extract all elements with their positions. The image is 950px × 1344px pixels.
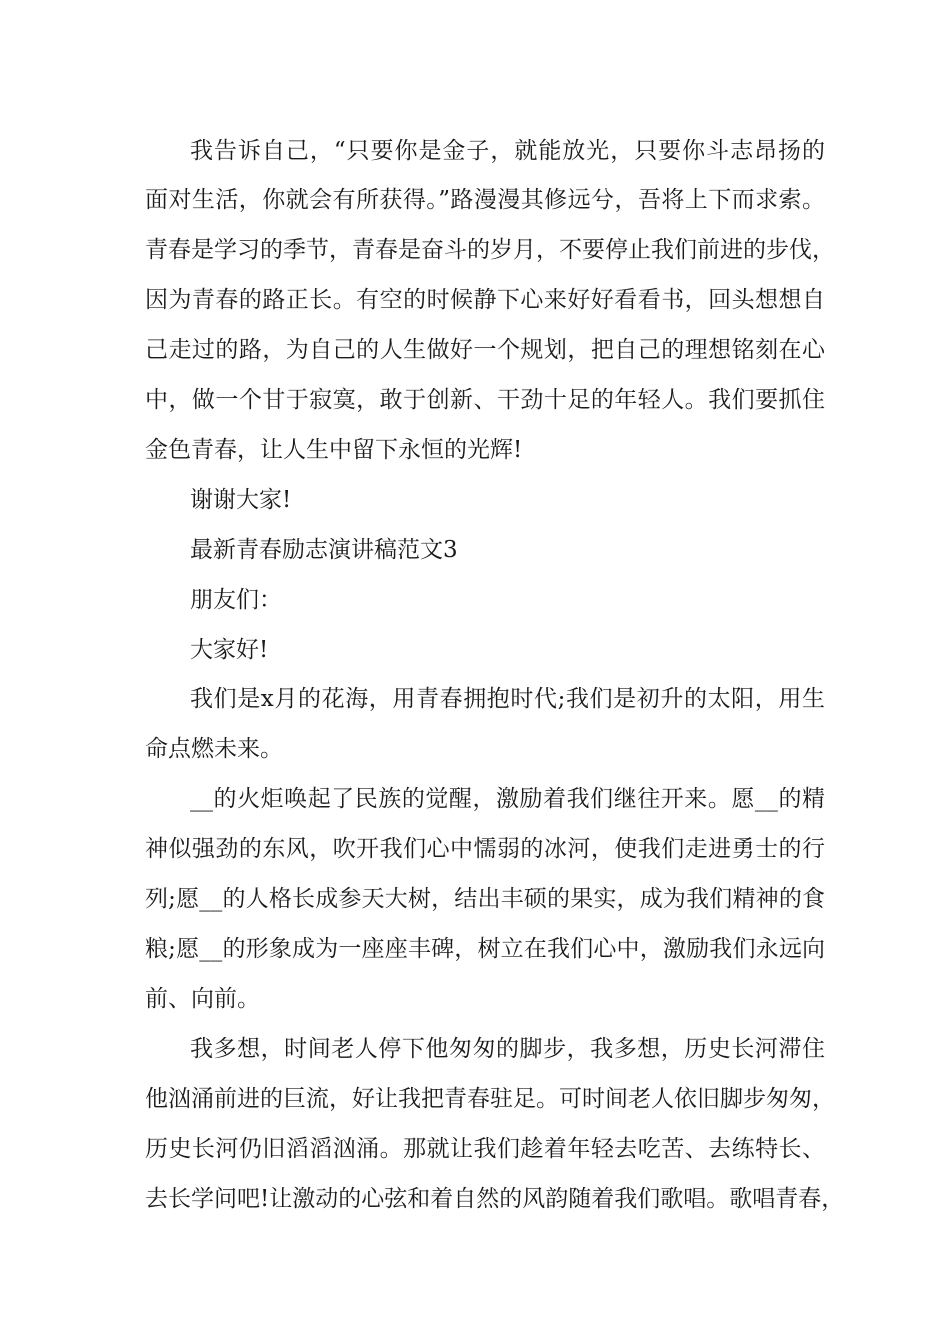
greeting-line: 朋友们：	[190, 587, 282, 613]
paragraph-line: 谢谢大家!	[190, 487, 292, 513]
paragraph-line: 因为青春的路正长。有空的时候静下心来好好看看书，回头想想自	[145, 287, 825, 313]
paragraph-line: 我多想，时间老人停下他匆匆的脚步，我多想，历史长河滞住	[190, 1036, 825, 1062]
paragraph-line: 我告诉自己，“只要你是金子，就能放光，只要你斗志昂扬的	[190, 138, 825, 164]
paragraph-line: 历史长河仍旧滔滔汹涌。那就让我们趁着年轻去吃苦、去练特长、	[145, 1136, 825, 1162]
section-heading: 最新青春励志演讲稿范文3	[190, 537, 458, 563]
paragraph-line: 前、向前。	[145, 986, 260, 1012]
paragraph-line: 中，做一个甘于寂寞，敢于创新、干劲十足的年轻人。我们要抓住	[145, 387, 825, 413]
paragraph-line: 他汹涌前进的巨流，好让我把青春驻足。可时间老人依旧脚步匆匆，	[145, 1086, 835, 1112]
paragraph-line: 面对生活，你就会有所获得。”路漫漫其修远兮，吾将上下而求索。	[145, 187, 825, 213]
paragraph-line: __的火炬唤起了民族的觉醒，激励着我们继往开来。愿__的精	[190, 786, 825, 812]
paragraph-line: 神似强劲的东风，吹开我们心中懦弱的冰河，使我们走进勇士的行	[145, 836, 825, 862]
paragraph-line: 己走过的路，为自己的人生做好一个规划，把自己的理想铭刻在心	[145, 337, 825, 363]
paragraph-line: 青春是学习的季节，青春是奋斗的岁月，不要停止我们前进的步伐，	[145, 237, 835, 263]
paragraph-line: 金色青春，让人生中留下永恒的光辉!	[145, 437, 523, 463]
greeting-line: 大家好!	[190, 637, 269, 663]
paragraph-line: 去长学问吧!让激动的心弦和着自然的风韵随着我们歌唱。歌唱青春，	[145, 1186, 845, 1212]
paragraph-line: 命点燃未来。	[145, 736, 283, 762]
paragraph-line: 我们是x月的花海，用青春拥抱时代;我们是初升的太阳，用生	[190, 686, 825, 712]
paragraph-line: 粮;愿__的形象成为一座座丰碑，树立在我们心中，激励我们永远向	[145, 936, 825, 962]
paragraph-line: 列;愿__的人格长成参天大树，结出丰硕的果实，成为我们精神的食	[145, 886, 825, 912]
